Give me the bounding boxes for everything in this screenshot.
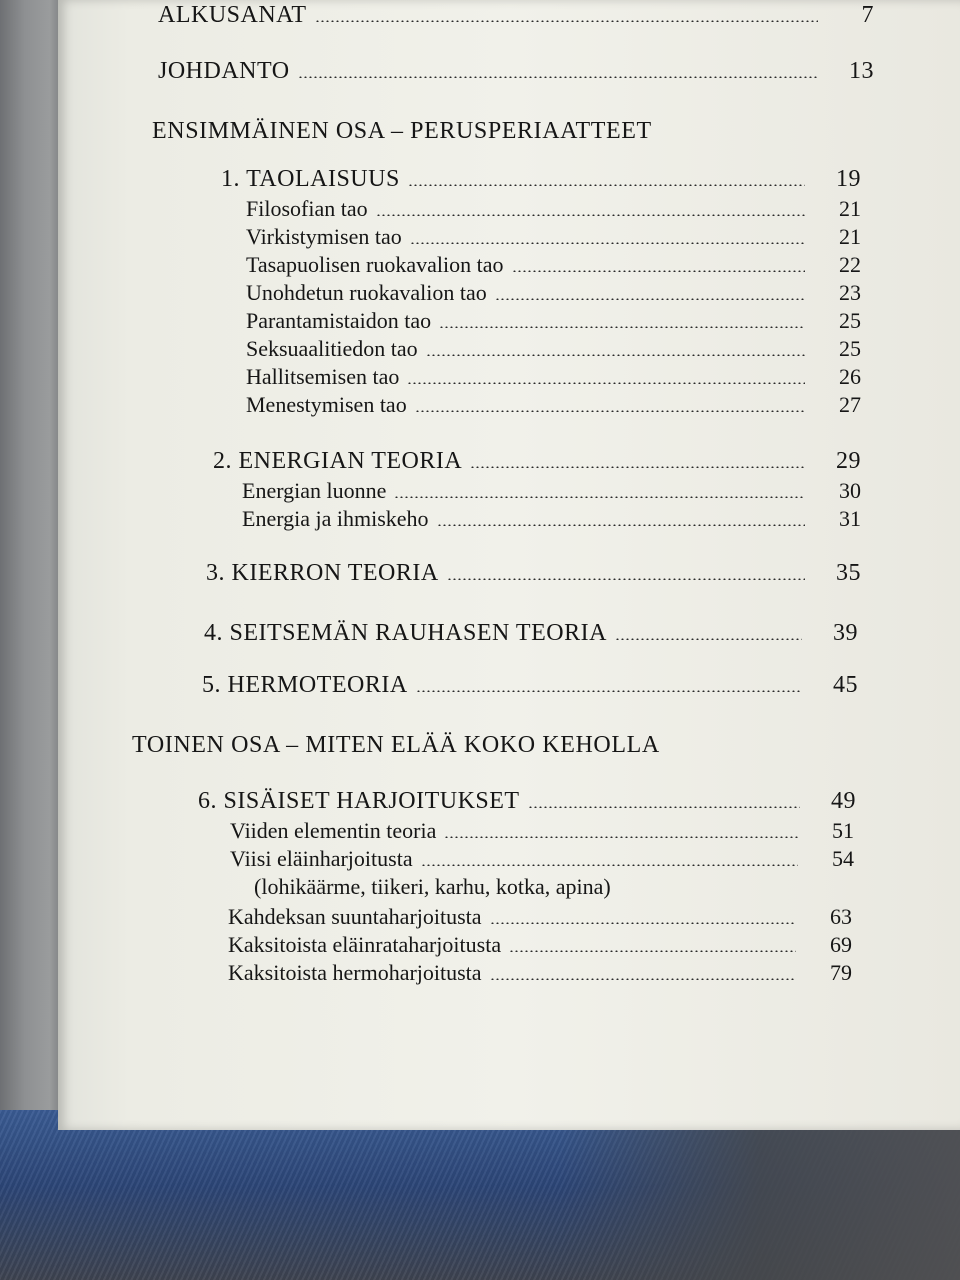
part-heading-1: ENSIMMÄINEN OSA – PERUSPERIAATTEET <box>152 118 652 144</box>
toc-entry-johdanto: JOHDANTO 13 <box>158 58 874 84</box>
toc-sub-entry: Kaksitoista hermoharjoitusta 79 <box>228 960 852 985</box>
toc-sub-entry: Filosofian tao 21 <box>246 196 861 221</box>
toc-sub-entry: Unohdetun ruokavalion tao 23 <box>246 280 861 305</box>
toc-sub-entry: Tasapuolisen ruokavalion tao 22 <box>246 252 861 277</box>
toc-chapter-4: 4. SEITSEMÄN RAUHASEN TEORIA 39 <box>204 620 858 646</box>
dot-leader <box>528 806 800 808</box>
dot-leader <box>408 184 805 186</box>
toc-chapter-6: 6. SISÄISET HARJOITUKSET 49 <box>198 788 856 814</box>
toc-sub-entry: Kahdeksan suuntaharjoitusta 63 <box>228 904 852 929</box>
dot-leader <box>416 690 802 692</box>
dot-leader <box>298 76 818 78</box>
dot-leader <box>470 466 805 468</box>
toc-sub-entry: Seksuaalitiedon tao 25 <box>246 336 861 361</box>
dot-leader <box>444 836 798 838</box>
toc-sub-entry: Energia ja ihmiskeho 31 <box>242 506 861 531</box>
dot-leader <box>495 298 805 300</box>
book-cover <box>0 0 62 1140</box>
dot-leader <box>439 326 805 328</box>
toc-sub-entry: Hallitsemisen tao 26 <box>246 364 861 389</box>
dot-leader <box>421 864 798 866</box>
dot-leader <box>315 20 819 22</box>
toc-chapter-3: 3. KIERRON TEORIA 35 <box>206 560 861 586</box>
toc-chapter-5: 5. HERMOTEORIA 45 <box>202 672 858 698</box>
toc-sub-entry: Energian luonne 30 <box>242 478 861 503</box>
dot-leader <box>509 950 796 952</box>
dot-leader <box>407 382 805 384</box>
toc-sub-note: (lohikäärme, tiikeri, karhu, kotka, apina) <box>254 874 611 899</box>
toc-sub-entry: Kaksitoista eläinrataharjoitusta 69 <box>228 932 852 957</box>
toc-chapter-1: 1. TAOLAISUUS 19 <box>221 166 861 192</box>
toc-sub-entry: Viiden elementin teoria 51 <box>230 818 854 843</box>
dot-leader <box>410 242 805 244</box>
dot-leader <box>490 922 796 924</box>
toc-chapter-2: 2. ENERGIAN TEORIA 29 <box>213 448 861 474</box>
dot-leader <box>490 978 796 980</box>
dot-leader <box>512 270 805 272</box>
book-page <box>58 0 960 1130</box>
background-fabric <box>560 1110 960 1280</box>
toc-sub-entry: Menestymisen tao 27 <box>246 392 861 417</box>
toc-sub-entry: Parantamistaidon tao 25 <box>246 308 861 333</box>
toc-entry-alkusanat: ALKUSANAT 7 <box>158 2 874 28</box>
toc-sub-entry: Virkistymisen tao 21 <box>246 224 861 249</box>
dot-leader <box>615 638 802 640</box>
dot-leader <box>376 214 805 216</box>
dot-leader <box>426 354 805 356</box>
dot-leader <box>437 524 805 526</box>
toc-sub-entry: Viisi eläinharjoitusta 54 <box>230 846 854 871</box>
dot-leader <box>447 578 805 580</box>
part-heading-2: TOINEN OSA – MITEN ELÄÄ KOKO KEHOLLA <box>132 732 660 758</box>
dot-leader <box>415 410 805 412</box>
dot-leader <box>394 496 805 498</box>
